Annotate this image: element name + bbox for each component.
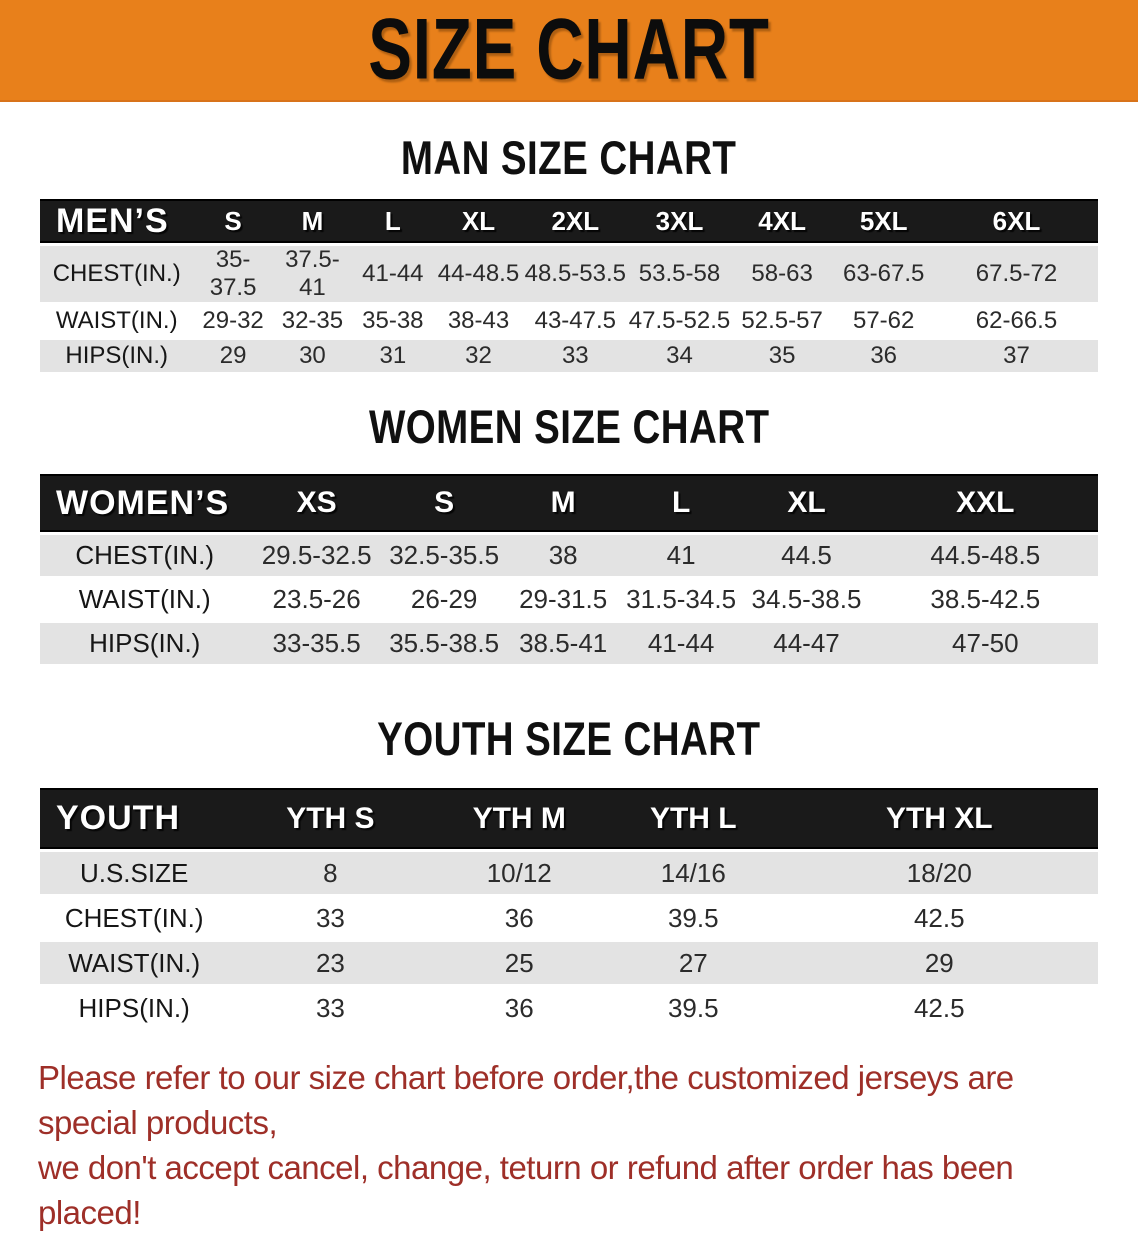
- row-label: WAIST(IN.): [40, 579, 249, 620]
- cell: 62-66.5: [935, 305, 1098, 337]
- men-chest-row: [40, 246, 1098, 302]
- women-column-header: XS: [249, 474, 383, 532]
- cell: 44.5-48.5: [873, 535, 1098, 576]
- youth-column-header: YTH L: [606, 788, 781, 849]
- cell: 23: [228, 942, 432, 984]
- cell: 31: [352, 340, 433, 372]
- cell: 32: [434, 340, 524, 372]
- cell: 36: [832, 340, 935, 372]
- men-waist-row: [40, 305, 1098, 337]
- men-size-table: [40, 196, 1098, 375]
- row-label: CHEST(IN.): [40, 246, 193, 302]
- cell: 35: [732, 340, 833, 372]
- cell: 47-50: [873, 623, 1098, 664]
- youth-column-header: YTH M: [433, 788, 607, 849]
- women-column-header: M: [504, 474, 621, 532]
- women-column-header: L: [622, 474, 740, 532]
- disclaimer-line-2: we don't accept cancel, change, teturn or refund after order has been placed!: [38, 1148, 1014, 1231]
- men-table-header-row: [40, 199, 1098, 243]
- women-hips-row: [40, 623, 1098, 664]
- men-column-header: M: [273, 199, 352, 243]
- cell: 42.5: [781, 897, 1098, 939]
- women-section-heading: [0, 399, 1138, 454]
- cell: 41-44: [622, 623, 740, 664]
- cell: 38-43: [434, 305, 524, 337]
- women-waist-row: [40, 579, 1098, 620]
- banner: [0, 0, 1138, 102]
- women-table-header-row: [40, 474, 1098, 532]
- cell: 48.5-53.5: [523, 246, 627, 302]
- cell: 44-47: [740, 623, 872, 664]
- cell: 38.5-41: [504, 623, 621, 664]
- cell: 33: [523, 340, 627, 372]
- row-label: U.S.SIZE: [40, 852, 228, 894]
- row-label: HIPS(IN.): [40, 623, 249, 664]
- disclaimer: [38, 1056, 1100, 1236]
- cell: 14/16: [606, 852, 781, 894]
- cell: 18/20: [781, 852, 1098, 894]
- men-column-header: 3XL: [627, 199, 732, 243]
- women-table-corner-label: WOMEN’S: [40, 474, 249, 532]
- cell: 44-48.5: [434, 246, 524, 302]
- men-column-header: 2XL: [523, 199, 627, 243]
- cell: 23.5-26: [249, 579, 383, 620]
- cell: 53.5-58: [627, 246, 732, 302]
- cell: 63-67.5: [832, 246, 935, 302]
- cell: 58-63: [732, 246, 833, 302]
- youth-table-corner-label: YOUTH: [40, 788, 228, 849]
- row-label: HIPS(IN.): [40, 987, 228, 1029]
- women-heading-text: WOMEN SIZE CHART: [368, 400, 770, 453]
- youth-table-header-row: [40, 788, 1098, 849]
- youth-size-table: [40, 785, 1098, 1032]
- men-heading-text: MAN SIZE CHART: [401, 131, 737, 184]
- women-size-table: [40, 471, 1098, 667]
- women-chest-row: [40, 535, 1098, 576]
- cell: 38: [504, 535, 621, 576]
- cell: 37.5-41: [273, 246, 352, 302]
- row-label: CHEST(IN.): [40, 897, 228, 939]
- cell: 35.5-38.5: [384, 623, 505, 664]
- men-column-header: 5XL: [832, 199, 935, 243]
- cell: 33: [228, 897, 432, 939]
- youth-ussize-row: [40, 852, 1098, 894]
- cell: 26-29: [384, 579, 505, 620]
- cell: 30: [273, 340, 352, 372]
- cell: 29-32: [193, 305, 272, 337]
- cell: 29.5-32.5: [249, 535, 383, 576]
- cell: 35-38: [352, 305, 433, 337]
- cell: 67.5-72: [935, 246, 1098, 302]
- section-youth: [0, 711, 1138, 1032]
- men-table-corner-label: MEN’S: [40, 199, 193, 243]
- youth-waist-row: [40, 942, 1098, 984]
- cell: 10/12: [433, 852, 607, 894]
- row-label: HIPS(IN.): [40, 340, 193, 372]
- cell: 25: [433, 942, 607, 984]
- youth-column-header: YTH S: [228, 788, 432, 849]
- cell: 32.5-35.5: [384, 535, 505, 576]
- cell: 29: [193, 340, 272, 372]
- row-label: WAIST(IN.): [40, 305, 193, 337]
- cell: 34: [627, 340, 732, 372]
- men-column-header: 4XL: [732, 199, 833, 243]
- cell: 36: [433, 987, 607, 1029]
- youth-hips-row: [40, 987, 1098, 1029]
- women-column-header: XXL: [873, 474, 1098, 532]
- women-column-header: S: [384, 474, 505, 532]
- cell: 33: [228, 987, 432, 1029]
- cell: 43-47.5: [523, 305, 627, 337]
- cell: 27: [606, 942, 781, 984]
- cell: 29-31.5: [504, 579, 621, 620]
- cell: 57-62: [832, 305, 935, 337]
- women-column-header: XL: [740, 474, 872, 532]
- cell: 47.5-52.5: [627, 305, 732, 337]
- cell: 44.5: [740, 535, 872, 576]
- men-column-header: L: [352, 199, 433, 243]
- cell: 31.5-34.5: [622, 579, 740, 620]
- cell: 38.5-42.5: [873, 579, 1098, 620]
- youth-heading-text: YOUTH SIZE CHART: [377, 712, 761, 765]
- cell: 52.5-57: [732, 305, 833, 337]
- cell: 36: [433, 897, 607, 939]
- men-column-header: XL: [434, 199, 524, 243]
- cell: 29: [781, 942, 1098, 984]
- men-section-heading: [0, 130, 1138, 185]
- cell: 8: [228, 852, 432, 894]
- banner-title: SIZE CHART: [368, 1, 770, 98]
- men-column-header: S: [193, 199, 272, 243]
- youth-section-heading: [0, 711, 1138, 766]
- cell: 32-35: [273, 305, 352, 337]
- cell: 34.5-38.5: [740, 579, 872, 620]
- men-column-header: 6XL: [935, 199, 1098, 243]
- cell: 37: [935, 340, 1098, 372]
- cell: 42.5: [781, 987, 1098, 1029]
- men-hips-row: [40, 340, 1098, 372]
- cell: 41: [622, 535, 740, 576]
- cell: 33-35.5: [249, 623, 383, 664]
- row-label: CHEST(IN.): [40, 535, 249, 576]
- disclaimer-line-1: Please refer to our size chart before order,the customized jerseys are special products,: [38, 1059, 1014, 1141]
- youth-column-header: YTH XL: [781, 788, 1098, 849]
- youth-chest-row: [40, 897, 1098, 939]
- section-women: [0, 399, 1138, 667]
- cell: 39.5: [606, 897, 781, 939]
- section-men: [0, 130, 1138, 375]
- cell: 35-37.5: [193, 246, 272, 302]
- row-label: WAIST(IN.): [40, 942, 228, 984]
- cell: 39.5: [606, 987, 781, 1029]
- cell: 41-44: [352, 246, 433, 302]
